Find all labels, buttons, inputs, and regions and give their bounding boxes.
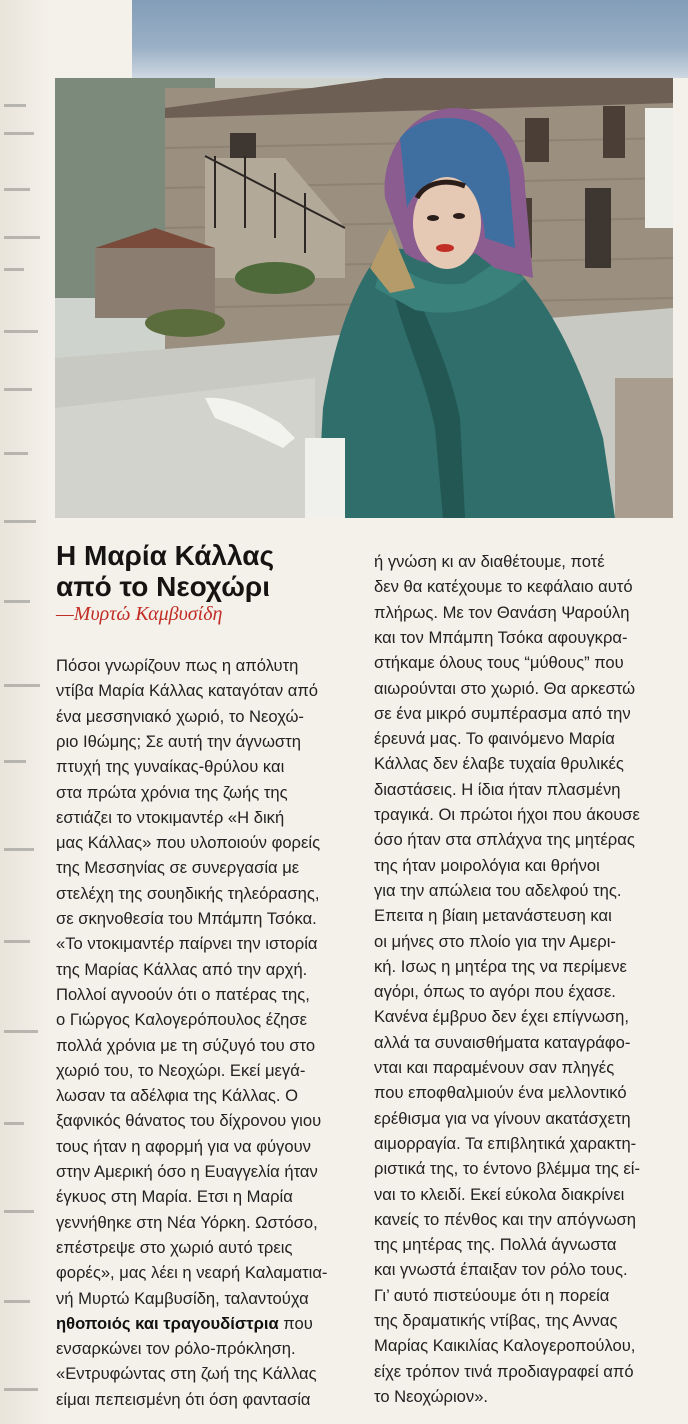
body-line: ένα μεσσηνιακό χωριό, το Νεοχώ- bbox=[56, 706, 304, 726]
body-line: ντίβα Μαρία Κάλλας καταγόταν από bbox=[56, 681, 319, 701]
body-line: και τον Μπάμπη Τσόκα αφουγκρα- bbox=[374, 627, 628, 647]
body-line: τραγικά. Οι πρώτοι ήχοι που άκουσε bbox=[374, 805, 640, 824]
body-line: επέστρεψε στο χωριό αυτό τρεις bbox=[56, 1237, 293, 1257]
body-line: της μητέρας της. Πολλά άγνωστα bbox=[374, 1235, 617, 1255]
body-line: Πολλοί αγνοούν ότι ο πατέρας της, bbox=[56, 984, 310, 1004]
body-line: ναι το κλειδί. Εκεί εύκολα διακρίνει bbox=[374, 1184, 625, 1204]
body-line: Κανένα έμβρυο δεν έχει επίγνωση, bbox=[374, 1007, 630, 1027]
body-line: Μαρίας Καικιλίας Καλογεροπούλου, bbox=[374, 1336, 636, 1356]
body-line: είμαι πεπεισμένη ότι όση φαντασία bbox=[56, 1389, 311, 1409]
body-line: αιωρούνται στο χωριό. Θα αρκεστώ bbox=[374, 678, 636, 698]
body-line: Πόσοι γνωρίζουν πως η απόλυτη bbox=[56, 656, 299, 675]
body-line: έγκυος στη Μαρία. Ετσι η Μαρία bbox=[56, 1187, 293, 1207]
body-line: ενσαρκώνει τον ρόλο-πρόκληση. bbox=[56, 1339, 296, 1359]
body-line: γεννήθηκε στη Νέα Υόρκη. Ωστόσο, bbox=[56, 1212, 318, 1232]
body-line: έρευνά μας. Το φαινόμενο Μαρία bbox=[374, 729, 615, 749]
body-line: οι μήνες στο πλοίο για την Αμερι- bbox=[374, 931, 616, 951]
body-line: της Μεσσηνίας σε συνεργασία με bbox=[56, 858, 300, 878]
body-line: ερέθισμα για να γίνουν ακατάσχετη bbox=[374, 1108, 631, 1128]
body-line: σε σκηνοθεσία του Μπάμπη Τσόκα. bbox=[56, 909, 317, 928]
article-title-line-1: Η Μαρία Κάλλας bbox=[56, 540, 274, 571]
body-line: ριστικά της, το έντονο βλέμμα της εί- bbox=[374, 1159, 641, 1179]
body-line: ή γνώση κι αν διαθέτουμε, ποτέ bbox=[374, 552, 605, 571]
emphasis-trailing-text: που bbox=[278, 1313, 313, 1333]
body-line: νται και παραμένουν σαν πληγές bbox=[374, 1058, 615, 1077]
body-line: Επειτα η βίαιη μετανάστευση και bbox=[374, 906, 612, 926]
body-line: κή. Ισως η μητέρα της να περίμενε bbox=[374, 956, 627, 976]
article-title-line-2: από το Νεοχώρι bbox=[56, 571, 271, 602]
body-line: για την απώλεια του αδελφού της. bbox=[374, 880, 622, 900]
body-line: όσο ήταν στα σπλάχνα της μητέρας bbox=[374, 830, 635, 850]
body-line: στην Αμερική όσο η Ευαγγελία ήταν bbox=[56, 1162, 318, 1181]
body-line: στήκαμε όλους τους “μύθους” που bbox=[374, 653, 624, 673]
body-line: και γνωστά έπαιξαν τον ρόλο τους. bbox=[374, 1260, 628, 1280]
body-line: χωριό του, το Νεοχώρι. Εκεί μεγά- bbox=[56, 1060, 306, 1080]
body-line: της δραματικής ντίβας, της Αννας bbox=[374, 1311, 618, 1330]
body-line: «Εντρυφώντας στη ζωή της Κάλλας bbox=[56, 1364, 317, 1384]
body-line: Κάλλας δεν έλαβε τυχαία θρυλικές bbox=[374, 754, 624, 774]
body-line: ο Γιώργος Καλογερόπουλος έζησε bbox=[56, 1010, 308, 1030]
body-line: λωσαν τα αδέλφια της Κάλλας. Ο bbox=[56, 1086, 299, 1106]
emphasis-text: ηθοποιός και τραγουδίστρια bbox=[56, 1313, 279, 1333]
body-line: κανείς το πένθος και την απόγνωση bbox=[374, 1209, 637, 1229]
body-line: Γι’ αυτό πιστεύουμε ότι η πορεία bbox=[374, 1285, 610, 1305]
body-line: είχε τρόπον τινά προδιαγραφεί από bbox=[374, 1361, 634, 1381]
body-line: ριο Ιθώμης; Σε αυτή την άγνωστη bbox=[56, 731, 301, 751]
article-title bbox=[56, 540, 356, 602]
body-line: στα πρώτα χρόνια της ζωής της bbox=[56, 782, 288, 802]
body-line: διαστάσεις. Η ίδια ήταν πλασμένη bbox=[374, 779, 621, 799]
body-line: πολλά χρόνια με τη σύζυγό του στο bbox=[56, 1035, 316, 1055]
body-line: τους ήταν η αφορμή για να φύγουν bbox=[56, 1136, 311, 1156]
body-line: πτυχή της γυναίκας-θρύλου και bbox=[56, 757, 285, 777]
body-line: της Μαρίας Κάλλας από την αρχή. bbox=[56, 959, 308, 979]
body-line: «Το ντοκιμαντέρ παίρνει την ιστορία bbox=[56, 934, 318, 954]
body-line: της ήταν μοιρολόγια και θρήνοι bbox=[374, 855, 600, 875]
body-line-emphasis bbox=[56, 1311, 313, 1336]
body-line: εστιάζει το ντοκιμαντέρ «Η δική bbox=[56, 807, 285, 827]
body-line: αλλά τα συναισθήματα καταγράφο- bbox=[374, 1032, 631, 1052]
previous-page-image-strip bbox=[132, 0, 688, 78]
body-line: το Νεοχώριον». bbox=[374, 1386, 489, 1406]
body-line: σε ένα μικρό συμπέρασμα από την bbox=[374, 703, 631, 723]
body-line: ξαφνικός θάνατος του δίχρονου γιου bbox=[56, 1111, 322, 1131]
body-line: μας Κάλλας» που υλοποιούν φορείς bbox=[56, 833, 321, 853]
article-photo bbox=[55, 78, 673, 518]
article-byline: —Μυρτώ Καμβυσίδη bbox=[56, 603, 223, 625]
body-line: πλήρως. Με τον Θανάση Ψαρούλη bbox=[374, 602, 630, 622]
body-line: αιμορραγία. Τα επιβλητικά χαρακτη- bbox=[374, 1133, 637, 1153]
body-line: στελέχη της σουηδικής τηλεόρασης, bbox=[56, 883, 320, 903]
body-line: που εποφθαλμιούν ένα μελλοντικό bbox=[374, 1083, 627, 1103]
body-line: αγόρι, όπως το αγόρι που έχασε. bbox=[374, 982, 616, 1002]
body-line: φορές», μας λέει η νεαρή Καλαματια- bbox=[56, 1263, 328, 1283]
facing-page-gutter bbox=[0, 0, 48, 1424]
body-line: νή Μυρτώ Καμβυσίδη, ταλαντούχα bbox=[56, 1288, 309, 1308]
body-line: δεν θα κατέχουμε το κεφάλαιο αυτό bbox=[374, 577, 633, 597]
